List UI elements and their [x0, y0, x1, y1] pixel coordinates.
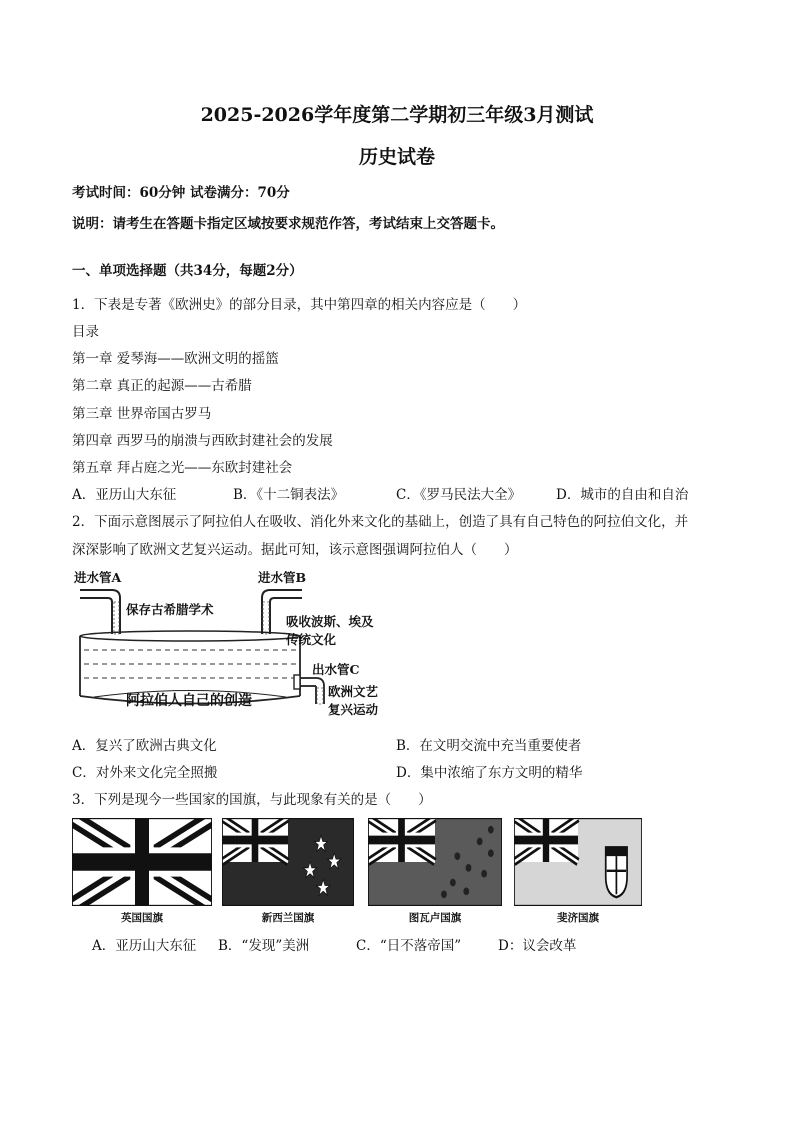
q3-option-a: A．亚历山大东征 [92, 938, 197, 954]
q1-chapter: 第五章 拜占庭之光——东欧封建社会 [72, 460, 293, 476]
flag-caption-tuvalu: 图瓦卢国旗 [408, 912, 462, 924]
exam-title: 2025-2026学年度第二学期初三年级3月测试 [200, 104, 594, 126]
q1-chapter: 第二章 真正的起源——古希腊 [72, 378, 252, 394]
flag-caption-fiji: 斐济国旗 [557, 912, 599, 924]
q2-option-b: B．在文明交流中充当重要使者 [396, 738, 582, 754]
q1-option-b: B．《十二铜表法》 [233, 487, 345, 503]
q2-option-a: A．复兴了欧洲古典文化 [72, 738, 217, 754]
pipe-b-label: 进水管B [258, 570, 307, 585]
pipe-c-label: 出水管C [312, 662, 360, 677]
q1-option-c: C．《罗马民法大全》 [396, 487, 522, 503]
flag-caption-uk: 英国国旗 [121, 912, 163, 924]
q3-option-d: D：议会改革 [498, 938, 577, 954]
culture-tank-diagram [72, 566, 402, 726]
tank-label: 阿拉伯人自己的创造 [126, 693, 252, 709]
q1-toc-title: 目录 [72, 324, 99, 340]
pipe-b-description-2: 传统文化 [286, 632, 337, 647]
uk-flag-icon [72, 818, 212, 906]
exam-subtitle: 历史试卷 [358, 146, 435, 168]
pipe-c-description-2: 复兴运动 [328, 702, 379, 717]
pipe-c-description-1: 欧洲文艺 [328, 684, 379, 699]
q1-option-d: D．城市的自由和自治 [556, 487, 689, 503]
q2-stem-line2: 深深影响了欧洲文艺复兴运动。据此可知，该示意图强调阿拉伯人（ ） [72, 542, 518, 558]
pipe-a-label: 进水管A [74, 570, 122, 585]
q2-stem-line1: 2．下面示意图展示了阿拉伯人在吸收、消化外来文化的基础上，创造了具有自己特色的阿拉伯文化，并 [72, 514, 689, 530]
tuvalu-flag-icon [368, 818, 502, 906]
q1-chapter: 第一章 爱琴海——欧洲文明的摇篮 [72, 351, 279, 367]
pipe-a-description: 保存古希腊学术 [126, 602, 214, 617]
exam-instructions: 说明：请考生在答题卡指定区域按要求规范作答，考试结束上交答题卡。 [72, 216, 504, 232]
q3-option-c: C．“日不落帝国” [356, 938, 462, 954]
flag-caption-new-zealand: 新西兰国旗 [261, 912, 315, 924]
q1-chapter: 第四章 西罗马的崩溃与西欧封建社会的发展 [72, 433, 333, 449]
q2-option-c: C．对外来文化完全照搬 [72, 765, 218, 781]
q3-stem: 3．下列是现今一些国家的国旗，与此现象有关的是（ ） [72, 792, 432, 808]
q1-chapter: 第三章 世界帝国古罗马 [72, 406, 212, 422]
q1-stem: 1．下表是专著《欧洲史》的部分目录，其中第四章的相关内容应是（ ） [72, 297, 527, 313]
pipe-b-description-1: 吸收波斯、埃及 [286, 614, 374, 629]
q3-option-b: B．“发现”美洲 [218, 938, 310, 954]
exam-time-score: 考试时间：60分钟 试卷满分：70分 [72, 185, 290, 201]
section-heading: 一、单项选择题（共34分，每题2分） [72, 263, 303, 279]
q2-option-d: D．集中浓缩了东方文明的精华 [396, 765, 583, 781]
q1-option-a: A．亚历山大东征 [72, 487, 177, 503]
fiji-flag-icon [514, 818, 642, 906]
new-zealand-flag-icon [222, 818, 354, 906]
